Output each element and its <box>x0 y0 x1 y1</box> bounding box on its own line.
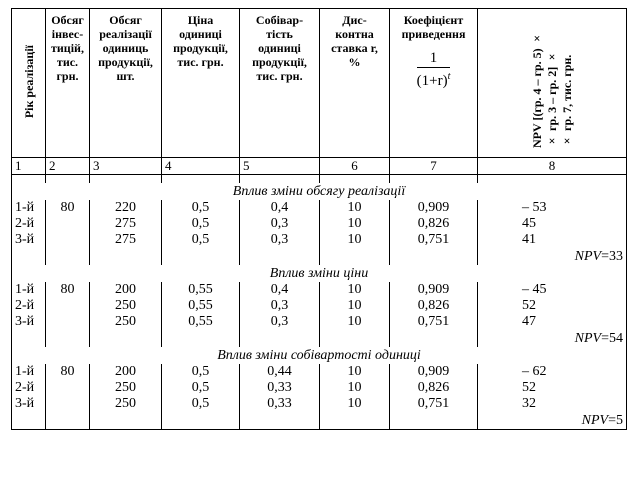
column-number: 1 <box>12 158 46 175</box>
cell-npv: – 45 <box>478 282 627 298</box>
section-title-row <box>12 347 627 364</box>
cell-rate: 10 <box>320 380 390 396</box>
header-npv <box>478 9 627 158</box>
header-sales-line: одиниць <box>102 41 149 55</box>
cell-volume: 250 <box>90 396 162 412</box>
cell-volume: 250 <box>90 314 162 330</box>
table-row <box>12 298 627 314</box>
header-rate-line: контна <box>335 27 374 41</box>
cell-cost: 0,4 <box>240 282 320 298</box>
header-investment-line: Обсяг <box>51 13 84 27</box>
npv-total-row <box>12 330 627 347</box>
cell-investment <box>46 396 90 412</box>
column-number: 5 <box>240 158 320 175</box>
table-row <box>12 364 627 380</box>
cell-rate: 10 <box>320 200 390 216</box>
cell-cost: 0,3 <box>240 232 320 248</box>
cell-factor: 0,909 <box>390 282 478 298</box>
section-title: Вплив зміни ціни <box>12 265 627 282</box>
cell-volume: 200 <box>90 364 162 380</box>
cell-price: 0,55 <box>162 282 240 298</box>
cell-cost: 0,3 <box>240 298 320 314</box>
column-number: 7 <box>390 158 478 175</box>
header-row <box>12 9 627 158</box>
cell-volume: 275 <box>90 216 162 232</box>
header-cost-line: продукції, <box>252 55 307 69</box>
header-cost-line: тість <box>266 27 293 41</box>
header-investment-line: тицій, <box>51 41 84 55</box>
cell-price: 0,5 <box>162 200 240 216</box>
cell-investment: 80 <box>46 200 90 216</box>
cell-npv: 45 <box>478 216 627 232</box>
header-price-line: продукції, <box>173 41 228 55</box>
header-npv-line: NPV [(гр. 4 – гр. 5) × <box>529 30 544 148</box>
header-npv-line: × гр. 7, тис. грн. <box>559 54 574 148</box>
cell-rate: 10 <box>320 364 390 380</box>
npv-value: =54 <box>601 331 623 346</box>
cell-investment: 80 <box>46 282 90 298</box>
npv-value: =5 <box>608 413 623 428</box>
table-row <box>12 314 627 330</box>
cell-factor: 0,826 <box>390 298 478 314</box>
cell-price: 0,55 <box>162 298 240 314</box>
cell-year: 2-й <box>12 298 46 314</box>
cell-factor: 0,826 <box>390 380 478 396</box>
formula-numerator: 1 <box>417 51 451 68</box>
table-row <box>12 200 627 216</box>
npv-total-row <box>12 248 627 265</box>
npv-total <box>478 248 627 265</box>
npv-value: =33 <box>601 249 623 264</box>
cell-npv: 32 <box>478 396 627 412</box>
header-cost-line: тис. грн. <box>256 69 303 83</box>
cell-volume: 220 <box>90 200 162 216</box>
cell-rate: 10 <box>320 298 390 314</box>
npv-total <box>478 330 627 347</box>
cell-cost: 0,33 <box>240 396 320 412</box>
npv-total-row <box>12 412 627 430</box>
npv-label: NPV <box>574 249 602 264</box>
cell-npv: 47 <box>478 314 627 330</box>
cell-investment <box>46 232 90 248</box>
header-investment-line: тис. <box>56 55 79 69</box>
npv-label: NPV <box>574 331 602 346</box>
cell-investment <box>46 216 90 232</box>
cell-price: 0,5 <box>162 232 240 248</box>
header-discount-factor <box>390 9 478 158</box>
header-rate-line: % <box>348 55 361 69</box>
spacer-row <box>12 175 627 184</box>
cell-year: 1-й <box>12 282 46 298</box>
header-discount-rate <box>320 9 390 158</box>
header-sales-line: шт. <box>116 69 135 83</box>
header-npv-text <box>530 16 575 148</box>
column-number: 8 <box>478 158 627 175</box>
npv-sensitivity-table <box>11 8 627 430</box>
column-number: 3 <box>90 158 162 175</box>
column-number: 6 <box>320 158 390 175</box>
cell-year: 3-й <box>12 314 46 330</box>
header-year-label: Рік реалізації <box>21 44 36 119</box>
cell-rate: 10 <box>320 396 390 412</box>
section-title: Вплив зміни обсягу реалізації <box>12 183 627 200</box>
header-price-line: Ціна <box>187 13 214 27</box>
column-number-row <box>12 158 627 175</box>
cell-rate: 10 <box>320 216 390 232</box>
section-title-row <box>12 265 627 282</box>
header-investment-line: інвес- <box>51 27 84 41</box>
cell-investment <box>46 298 90 314</box>
cell-investment: 80 <box>46 364 90 380</box>
npv-label: NPV <box>581 413 609 428</box>
cell-year: 1-й <box>12 200 46 216</box>
table-row <box>12 282 627 298</box>
cell-year: 3-й <box>12 396 46 412</box>
header-unit-price <box>162 9 240 158</box>
formula-denominator-base: (1+r) <box>416 73 448 89</box>
header-npv-line: × гр. 3 – гр. 2] × <box>544 49 559 148</box>
cell-volume: 200 <box>90 282 162 298</box>
cell-volume: 250 <box>90 298 162 314</box>
column-number: 2 <box>46 158 90 175</box>
header-rate-line: ставка r, <box>331 41 378 55</box>
npv-total <box>478 412 627 430</box>
header-sales-line: реалізації <box>99 27 152 41</box>
cell-cost: 0,3 <box>240 216 320 232</box>
header-rate-line: Дис- <box>342 13 367 27</box>
cell-volume: 250 <box>90 380 162 396</box>
cell-price: 0,5 <box>162 364 240 380</box>
header-investment-line: грн. <box>56 69 79 83</box>
cell-investment <box>46 314 90 330</box>
cell-cost: 0,3 <box>240 314 320 330</box>
formula-denominator <box>417 68 451 88</box>
cell-investment <box>46 380 90 396</box>
cell-cost: 0,33 <box>240 380 320 396</box>
column-number: 4 <box>162 158 240 175</box>
cell-npv: 52 <box>478 380 627 396</box>
cell-factor: 0,751 <box>390 396 478 412</box>
cell-year: 2-й <box>12 216 46 232</box>
table-row <box>12 396 627 412</box>
cell-factor: 0,826 <box>390 216 478 232</box>
cell-price: 0,5 <box>162 396 240 412</box>
cell-npv: – 62 <box>478 364 627 380</box>
header-cost-line: одиниці <box>258 41 301 55</box>
cell-year: 1-й <box>12 364 46 380</box>
table-row <box>12 216 627 232</box>
header-price-line: тис. грн. <box>177 55 224 69</box>
cell-rate: 10 <box>320 314 390 330</box>
header-cost-line: Собівар- <box>255 13 304 27</box>
discount-factor-formula <box>417 51 451 88</box>
cell-price: 0,5 <box>162 380 240 396</box>
header-price-line: одиниці <box>179 27 222 41</box>
header-unit-cost <box>240 9 320 158</box>
formula-exponent: t <box>447 71 451 82</box>
cell-rate: 10 <box>320 232 390 248</box>
header-factor-line: приведення <box>401 27 466 41</box>
cell-npv: – 53 <box>478 200 627 216</box>
cell-cost: 0,4 <box>240 200 320 216</box>
section-title: Вплив зміни собівартості одиниці <box>12 347 627 364</box>
npv-table-container <box>11 8 626 430</box>
cell-price: 0,5 <box>162 216 240 232</box>
table-row <box>12 232 627 248</box>
cell-year: 2-й <box>12 380 46 396</box>
section-title-row <box>12 183 627 200</box>
cell-factor: 0,909 <box>390 364 478 380</box>
cell-price: 0,55 <box>162 314 240 330</box>
header-investment <box>46 9 90 158</box>
header-factor-line: Коефіцієнт <box>403 13 464 27</box>
cell-year: 3-й <box>12 232 46 248</box>
header-sales-volume <box>90 9 162 158</box>
cell-rate: 10 <box>320 282 390 298</box>
cell-factor: 0,909 <box>390 200 478 216</box>
cell-cost: 0,44 <box>240 364 320 380</box>
cell-factor: 0,751 <box>390 232 478 248</box>
cell-volume: 275 <box>90 232 162 248</box>
header-year <box>12 9 46 158</box>
table-row <box>12 380 627 396</box>
cell-npv: 52 <box>478 298 627 314</box>
header-sales-line: Обсяг <box>109 13 142 27</box>
cell-factor: 0,751 <box>390 314 478 330</box>
header-sales-line: продукції, <box>98 55 153 69</box>
cell-npv: 41 <box>478 232 627 248</box>
